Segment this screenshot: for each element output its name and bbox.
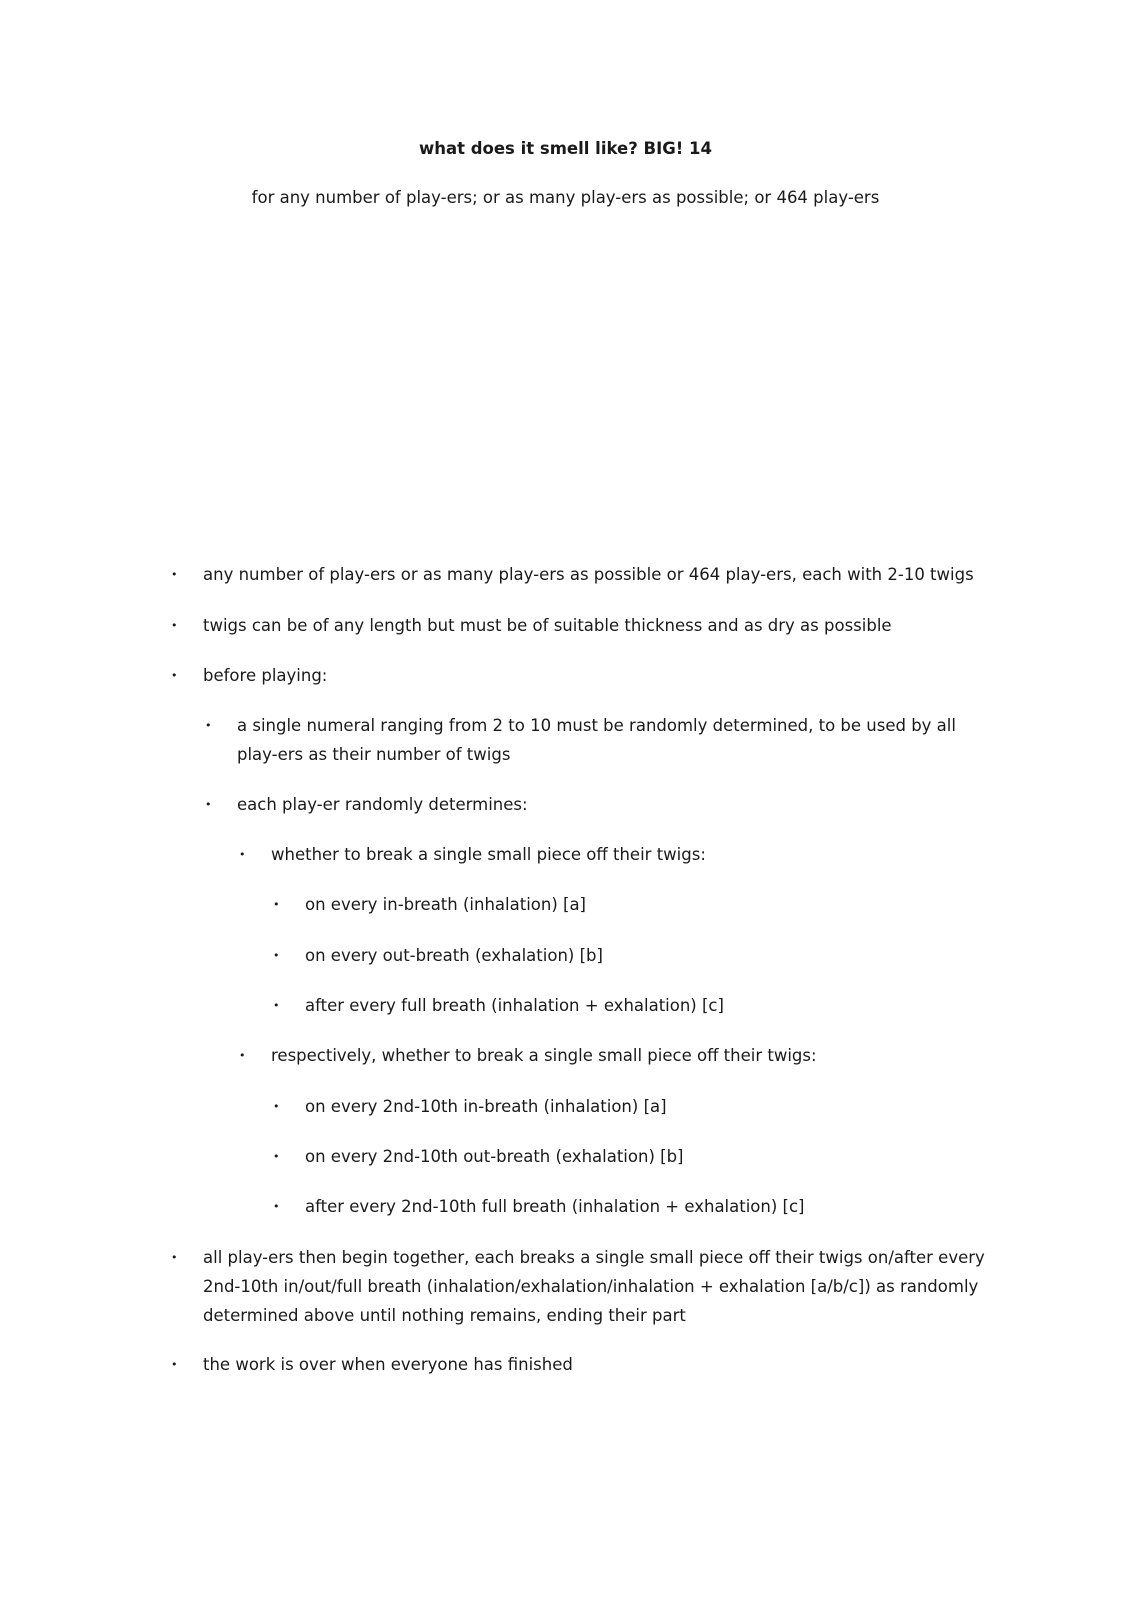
- bullet-icon: •: [273, 949, 280, 962]
- list-item: [205, 711, 977, 769]
- list-item: [239, 840, 971, 869]
- bullet-icon: •: [171, 1358, 178, 1371]
- list-item: [171, 1243, 1003, 1330]
- bullet-icon: •: [273, 898, 280, 911]
- list-item-text: a single numeral ranging from 2 to 10 must be randomly determined, to be used by all play-ers as their number of twigs: [237, 716, 956, 764]
- list-item: [273, 1142, 965, 1171]
- list-item: [273, 890, 965, 919]
- list-item-text: on every out-breath (exhalation) [b]: [305, 946, 603, 965]
- bullet-icon: •: [273, 1100, 280, 1113]
- list-item-text: on every 2nd-10th out-breath (exhalation) [b]: [305, 1147, 684, 1166]
- list-item: [171, 560, 1003, 589]
- bullet-icon: •: [239, 848, 246, 861]
- list-item-text: on every 2nd-10th in-breath (inhalation) [a]: [305, 1097, 667, 1116]
- list-item: [171, 611, 1003, 640]
- list-item: [273, 1092, 965, 1121]
- bullet-icon: •: [171, 619, 178, 632]
- list-item: [239, 1041, 971, 1070]
- list-item-text: the work is over when everyone has finished: [203, 1355, 573, 1374]
- list-item-text: after every 2nd-10th full breath (inhalation + exhalation) [c]: [305, 1197, 805, 1216]
- list-item-text: on every in-breath (inhalation) [a]: [305, 895, 586, 914]
- bullet-icon: •: [205, 798, 212, 811]
- list-item-text: whether to break a single small piece off their twigs:: [271, 845, 706, 864]
- document-title: what does it smell like? BIG! 14: [418, 139, 713, 158]
- bullet-icon: •: [239, 1049, 246, 1062]
- document-subtitle: for any number of play-ers; or as many play-ers as possible; or 464 play-ers: [251, 188, 880, 207]
- bullet-icon: •: [273, 999, 280, 1012]
- list-item-text: before playing:: [203, 666, 328, 685]
- bullet-icon: •: [171, 669, 178, 682]
- list-item-text: respectively, whether to break a single small piece off their twigs:: [271, 1046, 817, 1065]
- list-item-text: twigs can be of any length but must be of suitable thickness and as dry as possible: [203, 616, 892, 635]
- list-item-text: any number of play-ers or as many play-ers as possible or 464 play-ers, each with 2-10 twigs: [203, 565, 974, 584]
- bullet-icon: •: [171, 568, 178, 581]
- list-item-text: after every full breath (inhalation + exhalation) [c]: [305, 996, 724, 1015]
- bullet-icon: •: [171, 1251, 178, 1264]
- list-item-text: each play-er randomly determines:: [237, 795, 528, 814]
- bullet-icon: •: [273, 1150, 280, 1163]
- list-item: [273, 1192, 965, 1221]
- list-item: [171, 661, 1003, 690]
- bullet-icon: •: [273, 1200, 280, 1213]
- bullet-icon: •: [205, 719, 212, 732]
- list-item-text: all play-ers then begin together, each breaks a single small piece off their twigs on/after every 2nd-10th in/out/full breath (inhalation/exhalation/inhalation + exhalation [a/b/c]) as randomly determined above until nothing remains, ending their part: [203, 1248, 985, 1325]
- list-item: [273, 941, 965, 970]
- list-item: [205, 790, 977, 819]
- list-item: [171, 1350, 1003, 1379]
- list-item: [273, 991, 965, 1020]
